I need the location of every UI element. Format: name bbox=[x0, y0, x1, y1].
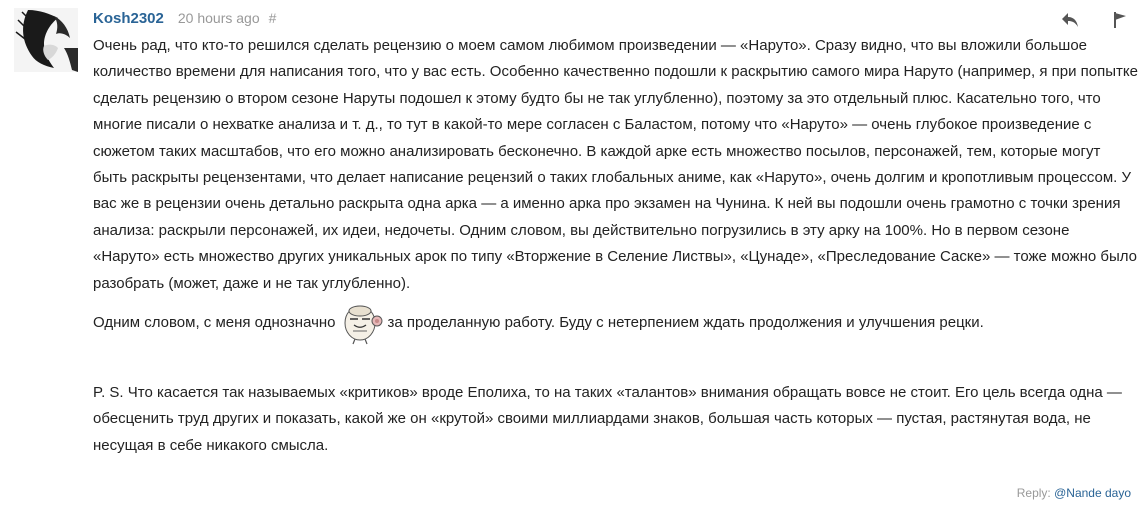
smiley-line-before: Одним словом, с меня однозначно bbox=[93, 313, 336, 331]
comment-header bbox=[93, 10, 276, 32]
permalink[interactable]: # bbox=[268, 10, 277, 26]
smiley-emoticon-icon bbox=[340, 301, 384, 345]
author-link[interactable]: Kosh2302 bbox=[93, 10, 164, 27]
reply-button[interactable] bbox=[1060, 10, 1080, 30]
comment-body bbox=[93, 33, 1138, 459]
avatar[interactable] bbox=[14, 8, 78, 72]
avatar-image-icon bbox=[14, 8, 78, 72]
reply-target-link[interactable]: @Nande dayo bbox=[1054, 486, 1131, 500]
comment-paragraph-smiley bbox=[93, 300, 1138, 346]
flag-icon bbox=[1112, 11, 1128, 29]
smiley-line-after: за проделанную работу. Буду с нетерпением ждать продолжения и улучшения рецки. bbox=[387, 313, 984, 331]
reply-arrow-icon bbox=[1061, 12, 1079, 28]
reply-reference bbox=[1017, 486, 1131, 500]
timestamp: 20 hours ago bbox=[177, 10, 260, 26]
comment-paragraph-ps: P. S. Что касается так называемых «критиков» вроде Еполиха, то на таких «талантов» внимания обращать вовсе не стоит. Его цель всегда одна — обесценить труд других и показать, какой же он «крутой» своими миллиардами знаков, большая часть которых — пустая, растянутая вода, не несущая в себе никакого смысла. bbox=[93, 384, 1122, 454]
reply-label: Reply: bbox=[1016, 486, 1051, 500]
comment-paragraph: Очень рад, что кто-то решился сделать рецензию о моем самом любимом произведении — «Наруто». Сразу видно, что вы вложили большое количество времени для написания того, что у вас есть. Особенно качественно подошли к раскрытию самого мира Наруто (например, я при попытке сделать рецензию о втором сезоне Наруты подошел к этому будто бы не так углубленно), поэтому за это отдельный плюс. Касательно того, что многие писали о нехватке анализа и т. д., то тут в какой-то мере согласен с Баластом, потому что «Наруто» — очень глубокое произведение с сюжетом таких масштабов, что его можно анализировать бесконечно. В каждой арке есть множество посылов, персонажей, тем, которые могут быть раскрыты рецензентами, что делает написание рецензий о таких глобальных аниме, как «Наруто», очень долгим и кропотливым процессом. У вас же в рецензии очень детально раскрыта одна арка — а именно арка про экзамен на Чунина. К ней вы подошли очень грамотно с точки зрения анализа: раскрыли персонажей, их идеи, недочеты. Одним словом, вы действительно погрузились в эту арку на 100%. Но в первом сезоне «Наруто» есть множество других уникальных арок по типу «Вторжение в Селение Листвы», «Цунаде», «Преследование Саске» — тоже можно было разобрать (может, даже и не так углубленно). bbox=[93, 37, 1138, 292]
flag-button[interactable] bbox=[1110, 10, 1130, 30]
comment-actions bbox=[1060, 10, 1130, 30]
